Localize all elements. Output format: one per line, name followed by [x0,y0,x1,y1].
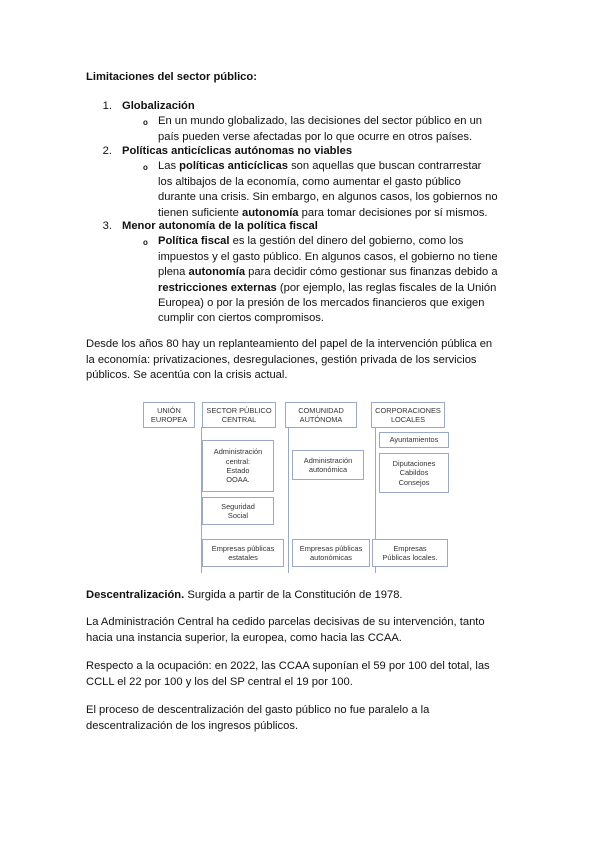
paragraph-administracion-central: La Administración Central ha cedido parcelas decisivas de su intervención, tanto hacia una instancia superior, la europea, como hacia las CCAA. [86,616,485,644]
box-corporaciones-locales: CORPORACIONES LOCALES [371,402,445,428]
list-item-title: Globalización [122,100,195,112]
section-heading: Limitaciones del sector público: [86,71,257,83]
list-item-text-line: tienen suficiente autonomía para tomar decisiones por sí mismos. [158,206,488,219]
list-item-text-line: restricciones externas (por ejemplo, las reglas fiscales de la Unión [158,281,497,294]
list-item-text-line: Europea) o por la presión de los mercados financieros que exigen [158,297,485,309]
bullet-icon: o [143,118,148,128]
box-empresas-estatales: Empresas públicas estatales [202,539,284,567]
bullet-icon: o [143,238,148,248]
box-empresas-autonomicas: Empresas públicas autonómicas [292,539,370,567]
box-empresas-locales: Empresas Públicas locales. [372,539,448,567]
list-number: 1. [102,100,112,112]
list-item-text-line: plena autonomía para decidir cómo gestionar sus finanzas debido a [158,266,498,279]
list-item-text-line: En un mundo globalizado, las decisiones del sector público en un [158,115,483,128]
paragraph-replanteamiento [86,337,526,384]
paragraph-line: Desde los años 80 hay un replanteamiento del papel de la intervención pública en [86,338,493,350]
list-item-text-line: país pueden verse afectadas por lo que ocurre en otros países. [158,130,473,143]
paragraph-descentralizacion: Descentralización. Surgida a partir de la Constitución de 1978. [86,589,403,601]
paragraph-line: públicos. Se acentúa con la crisis actual. [86,369,288,382]
box-union-europea: UNIÓN EUROPEA [143,402,195,428]
bullet-icon: o [143,163,148,173]
list-item-text-line: cumplir con ciertos compromisos. [158,312,324,325]
list-item-text-line: durante una crisis. Sin embargo, en algunos casos, los gobiernos no [158,191,498,204]
list-item-text-line: impuestos y el gasto público. En algunos casos, el gobierno no tiene [158,250,498,263]
public-sector-diagram [142,398,446,574]
box-diputaciones: Diputaciones Cabildos Consejos [379,453,449,493]
box-administracion-central: Administración central: Estado OOAA. [202,440,274,492]
box-comunidad-autonoma: COMUNIDAD AUTÓNOMA [285,402,357,428]
paragraph-line: la economía: privatizaciones, desregulaciones, gestión privada de los servicios [86,353,477,366]
list-number: 2. [102,145,112,157]
list-number: 3. [102,220,112,232]
box-administracion-autonomica: Administración autonómica [292,450,364,480]
paragraph-descentralizacion-gasto: El proceso de descentralización del gasto público no fue paralelo a la descentralización de los ingresos públicos. [86,704,430,732]
list-item-title: Políticas anticíclicas autónomas no viables [122,145,353,157]
diagram-divider [288,427,289,573]
box-sector-publico-central: SECTOR PÚBLICO CENTRAL [202,402,276,428]
list-item-text-line: Las políticas anticíclicas son aquellas que buscan contrarrestar [158,160,482,173]
list-item-text-line: los altibajos de la economía, como aumentar el gasto público [158,175,461,188]
box-ayuntamientos: Ayuntamientos [379,432,449,448]
list-item-text-line: Política fiscal es la gestión del dinero del gobierno, como los [158,235,464,248]
list-item-title: Menor autonomía de la política fiscal [122,220,318,232]
paragraph-ocupacion: Respecto a la ocupación: en 2022, las CCAA suponían el 59 por 100 del total, las CCLL el 22 por 100 y los del SP central el 19 por 100. [86,660,490,688]
box-seguridad-social: Seguridad Social [202,497,274,525]
